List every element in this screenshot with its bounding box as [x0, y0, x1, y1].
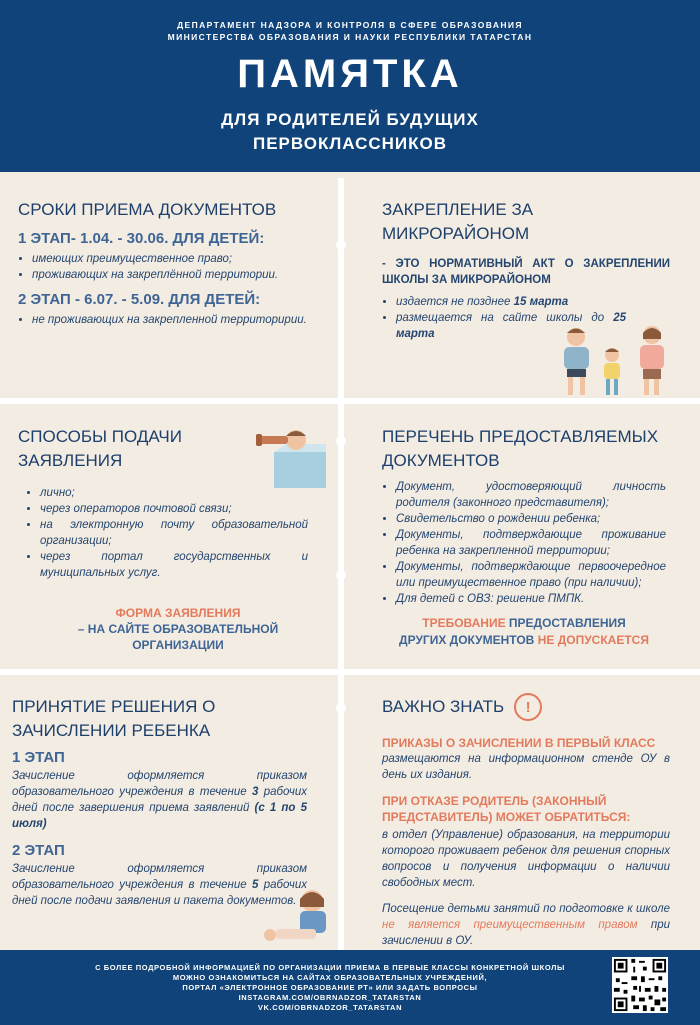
- divider-horizontal: [0, 669, 700, 675]
- documents-section: [382, 425, 666, 649]
- department-line-2: МИНИСТЕРСТВА ОБРАЗОВАНИЯ И НАУКИ РЕСПУБЛИКИ ТАТАРСТАН: [167, 32, 533, 42]
- important-section: [382, 693, 670, 949]
- refusal-label: ПРИ ОТКАЗЕ РОДИТЕЛЬ (ЗАКОННЫЙ ПРЕДСТАВИТЕЛЬ) МОЖЕТ ОБРАТИТЬСЯ:: [382, 794, 631, 824]
- subtitle-line-2: ПЕРВОКЛАССНИКОВ: [252, 134, 448, 153]
- list-item: • на электронную почту образовательной организации;: [40, 517, 308, 549]
- refusal-text: в отдел (Управление) образования, на территории которого проживает ребенок для решения спорных вопросов и получения информации о наличии свободных мест.: [382, 829, 670, 889]
- page-title: ПАМЯТКА: [237, 52, 463, 96]
- list-item: • проживающих на закреплённой территории.: [32, 267, 318, 283]
- footer-line: МОЖНО ОЗНАКОМИТЬСЯ НА САЙТАХ ОБРАЗОВАТЕЛЬНЫХ УЧРЕЖДЕНИЙ,: [172, 973, 488, 982]
- orders-text: размещаются на информационном стенде ОУ в день их издания.: [382, 753, 670, 781]
- deadlines-stage-2: 2 ЭТАП - 6.07. - 5.09. ДЛЯ ДЕТЕЙ:: [18, 291, 261, 308]
- decision-text-1: Зачисление оформляется приказом образовательного учреждения в течение 3 рабочих дней после завершения приема заявлений (с 1 по 5 июля): [12, 770, 307, 830]
- list-item: • издается не позднее 15 марта: [396, 294, 626, 310]
- vk-link[interactable]: VK.COM/OBRNADZOR_TATARSTAN: [257, 1003, 403, 1012]
- documents-heading: ПЕРЕЧЕНЬ ПРЕДОСТАВЛЯЕМЫХ ДОКУМЕНТОВ: [382, 427, 659, 470]
- orders-label: ПРИКАЗЫ О ЗАЧИСЛЕНИИ В ПЕРВЫЙ КЛАСС: [382, 736, 656, 750]
- timeline-dot: [336, 436, 346, 446]
- form-note: [58, 605, 298, 653]
- subtitle-line-1: ДЛЯ РОДИТЕЛЕЙ БУДУЩИХ: [221, 110, 479, 129]
- reading-child-illustration: [262, 885, 338, 943]
- list-item: • через портал государственных и муниципальных услуг.: [40, 549, 308, 581]
- deadlines-stage-1: 1 ЭТАП- 1.04. - 30.06. ДЛЯ ДЕТЕЙ:: [18, 230, 265, 247]
- list-item: • Документы, подтверждающие первоочередное или преимущественное право (при наличии);: [396, 559, 666, 591]
- timeline-dot: [336, 703, 346, 713]
- deadlines-section: [18, 198, 318, 328]
- divider-vertical: [338, 178, 344, 950]
- list-item: • Свидетельство о рождении ребенка;: [396, 511, 666, 527]
- decision-stage-2: 2 ЭТАП: [12, 842, 65, 859]
- district-heading: ЗАКРЕПЛЕНИЕ ЗА МИКРОРАЙОНОМ: [382, 200, 534, 243]
- list-item: • лично;: [40, 485, 308, 501]
- footer-line: ПОРТАЛ «ЭЛЕКТРОННОЕ ОБРАЗОВАНИЕ РТ» ИЛИ ЗАДАТЬ ВОПРОСЫ: [182, 983, 478, 992]
- decision-section: [12, 695, 307, 909]
- timeline-dot: [336, 240, 346, 250]
- header-banner: [0, 0, 700, 172]
- visit-note: Посещение детьми занятий по подготовке к школе не является преимущественным правом при зачислении в ОУ.: [382, 903, 670, 947]
- list-item: • Для детей с ОВЗ: решение ПМПК.: [396, 591, 666, 607]
- district-description: - ЭТО НОРМАТИВНЫЙ АКТ О ЗАКРЕПЛЕНИИ ШКОЛЫ ЗА МИКРОРАЙОНОМ: [382, 258, 670, 286]
- decision-heading: ПРИНЯТИЕ РЕШЕНИЯ О ЗАЧИСЛЕНИИ РЕБЕНКА: [12, 697, 216, 740]
- list-item: • не проживающих на закрепленной территоририи.: [32, 312, 318, 328]
- form-text: – НА САЙТЕ ОБРАЗОВАТЕЛЬНОЙ ОРГАНИЗАЦИИ: [77, 622, 279, 652]
- decision-text-2: Зачисление оформляется приказом образовательного учреждения в течение 5 рабочих дней после подачи заявления и пакета документов.: [12, 863, 307, 907]
- child-with-spyglass-illustration: [256, 424, 328, 490]
- page-subtitle: [0, 108, 700, 156]
- important-header: [382, 693, 670, 721]
- list-item: • Документ, удостоверяющий личность родителя (законного представителя);: [396, 479, 666, 511]
- important-heading: ВАЖНО ЗНАТЬ: [382, 697, 505, 716]
- family-illustration: [548, 323, 680, 399]
- footer-text: [70, 963, 590, 1013]
- footer-line: С БОЛЕЕ ПОДРОБНОЙ ИНФОРМАЦИЕЙ ПО ОРГАНИЗАЦИИ ПРИЕМА В ПЕРВЫЕ КЛАССЫ КОНКРЕТНОЙ ШКОЛЫ: [95, 963, 565, 972]
- footer-banner: [0, 950, 700, 1025]
- requirement-note: ТРЕБОВАНИЕ ПРЕДОСТАВЛЕНИЯ ДРУГИХ ДОКУМЕНТОВ НЕ ДОПУСКАЕТСЯ: [399, 616, 649, 647]
- deadlines-heading: СРОКИ ПРИЕМА ДОКУМЕНТОВ: [18, 200, 277, 219]
- list-item: • Документы, подтверждающие проживание ребенка на закрепленной территории;: [396, 527, 666, 559]
- exclamation-icon: !: [514, 693, 542, 721]
- instagram-link[interactable]: INSTAGRAM.COM/OBRNADZOR_TATARSTAN: [238, 993, 422, 1002]
- list-item: • через операторов почтовой связи;: [40, 501, 308, 517]
- list-item: • имеющих преимущественное право;: [32, 251, 318, 267]
- department-line-1: ДЕПАРТАМЕНТ НАДЗОРА И КОНТРОЛЯ В СФЕРЕ ОБРАЗОВАНИЯ: [177, 20, 523, 30]
- methods-heading: СПОСОБЫ ПОДАЧИ ЗАЯВЛЕНИЯ: [18, 427, 182, 470]
- department-name: [0, 19, 700, 43]
- district-section: [382, 198, 670, 342]
- timeline-dot: [336, 570, 346, 580]
- qr-code[interactable]: [612, 957, 668, 1013]
- list-item: • размещается на сайте школы до 25 марта: [396, 310, 626, 342]
- form-label: ФОРМА ЗАЯВЛЕНИЯ: [115, 606, 241, 620]
- decision-stage-1: 1 ЭТАП: [12, 749, 65, 766]
